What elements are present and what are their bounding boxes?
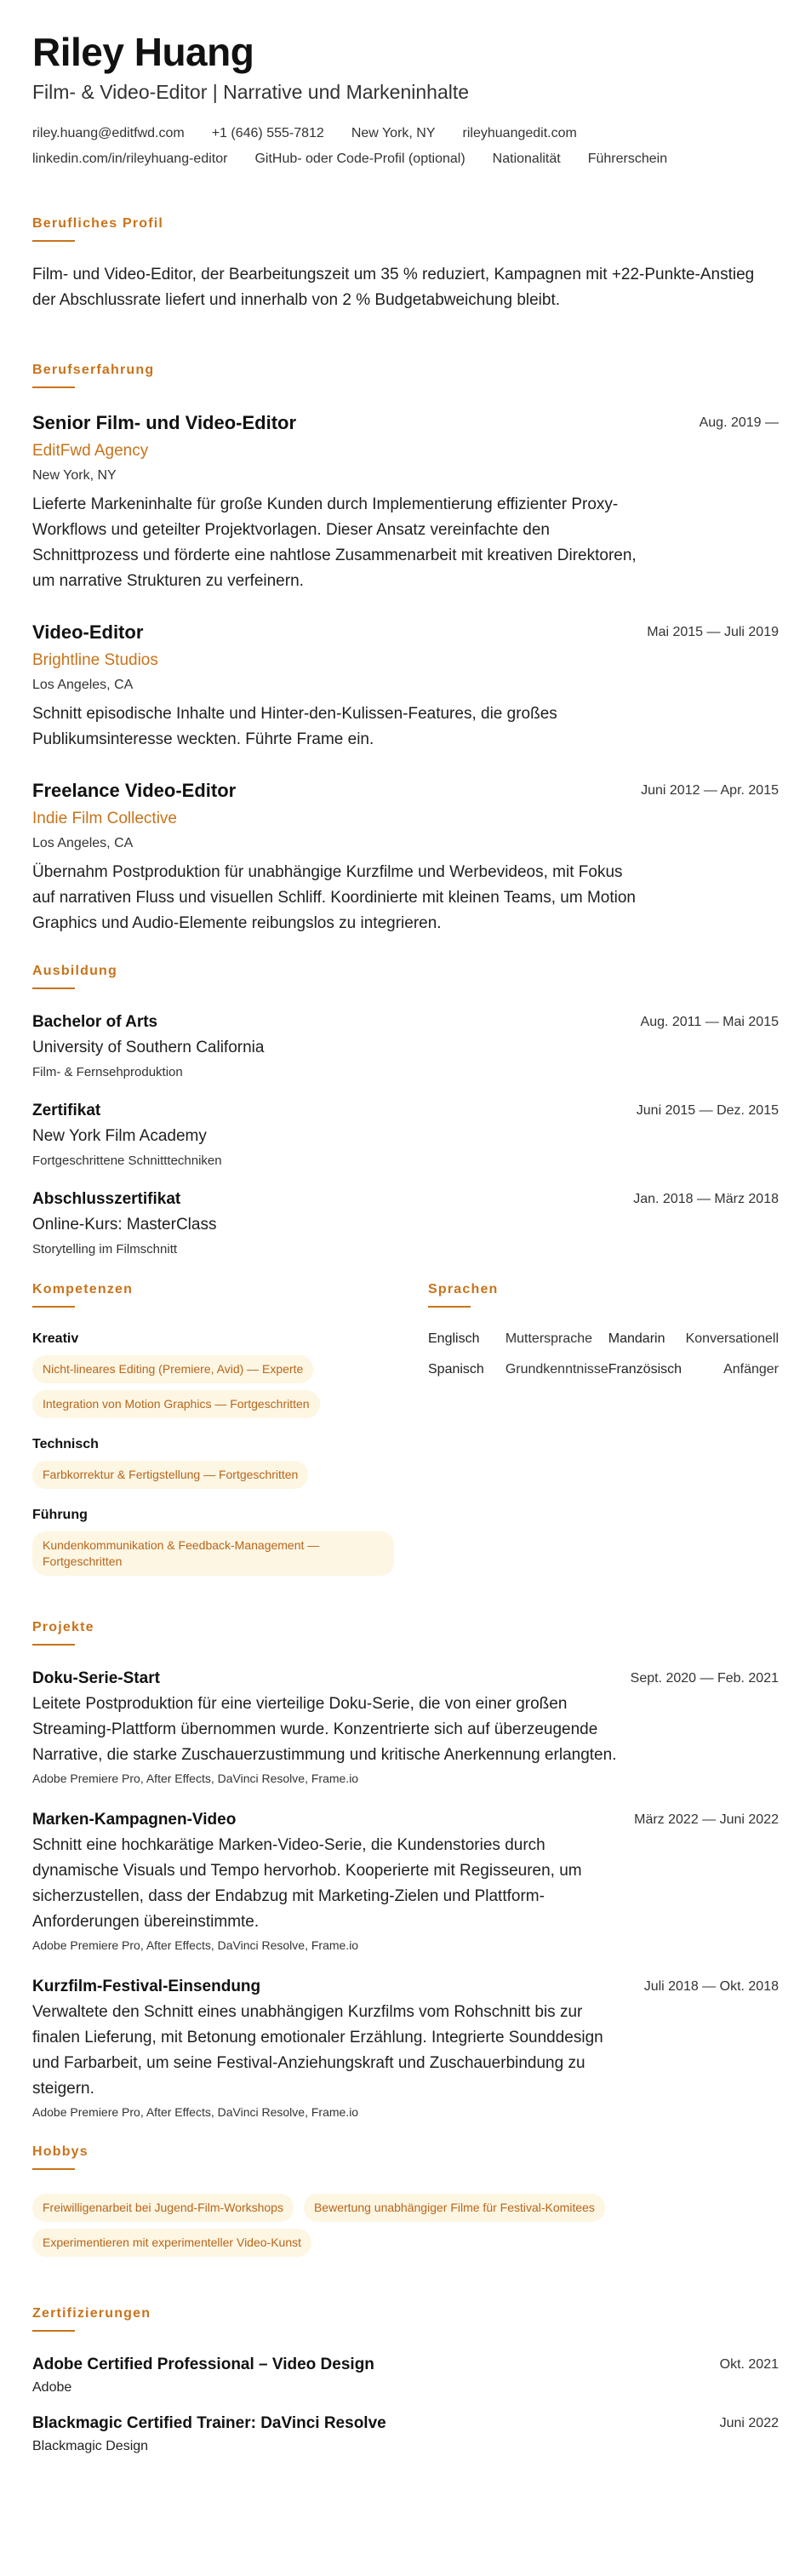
contact-phone[interactable]: +1 (646) 555-7812 [211, 125, 324, 140]
skill-tags [32, 1355, 394, 1418]
hobby-tag: Experimentieren mit experimenteller Video-Kunst [32, 2229, 311, 2257]
skill-group-name: Kreativ [32, 1331, 79, 1346]
project-description: Verwaltete den Schnitt eines unabhängigen Kurzfilms vom Rohschnitt bis zur finalen Lieferung, mit Betonung emotionaler Erzählung. Integrierte Sounddesign und Farbarbeit, um seine Festival-Anziehungskraft und Zuschauerbindung zu steigern. [32, 2002, 603, 2098]
education-entry [32, 1102, 779, 1168]
experience-section [32, 363, 779, 936]
contact-github[interactable]: GitHub- oder Code-Profil (optional) [254, 151, 465, 166]
job-company: EditFwd Agency [32, 441, 149, 460]
language-level: Grundkenntnisse [505, 1361, 608, 1377]
job-entry [32, 621, 779, 753]
project-date: März 2022 — Juni 2022 [634, 1812, 779, 1827]
language-name: Englisch [428, 1331, 480, 1346]
project-tools: Adobe Premiere Pro, After Effects, DaVinci Resolve, Frame.io [32, 1938, 359, 1952]
section-divider [32, 2168, 75, 2170]
section-title: Berufliches Profil [32, 215, 164, 231]
job-title: Video-Editor [32, 621, 144, 643]
certifications-section [32, 2306, 779, 2454]
hobby-tags [32, 2194, 779, 2257]
project-title: Doku-Serie-Start [32, 1669, 160, 1687]
skill-tag: Nicht-lineares Editing (Premiere, Avid) — Experte [32, 1355, 313, 1383]
skill-group-name: Technisch [32, 1436, 99, 1451]
cert-date: Okt. 2021 [719, 2356, 779, 2372]
edu-school: Online-Kurs: MasterClass [32, 1215, 217, 1234]
education-section [32, 964, 779, 1257]
job-company: Brightline Studios [32, 650, 158, 669]
education-entry [32, 1013, 779, 1079]
education-entry [32, 1190, 779, 1257]
job-entry [32, 780, 779, 936]
project-entry [32, 1811, 779, 1952]
edu-date: Juni 2015 — Dez. 2015 [636, 1102, 779, 1118]
contact-location: New York, NY [351, 125, 436, 140]
section-title: Berufserfahrung [32, 362, 155, 377]
job-location: Los Angeles, CA [32, 677, 134, 692]
skills-section [32, 1282, 394, 1594]
contact-nationality: Nationalität [492, 151, 561, 166]
cert-issuer: Blackmagic Design [32, 2438, 149, 2453]
job-company: Indie Film Collective [32, 809, 177, 827]
section-divider [32, 1644, 75, 1646]
section-title: Kompetenzen [32, 1281, 134, 1297]
edu-school: New York Film Academy [32, 1126, 207, 1145]
edu-field: Film- & Fernsehproduktion [32, 1064, 183, 1079]
hobby-tag: Freiwilligenarbeit bei Jugend-Film-Workshops [32, 2194, 294, 2222]
profile-text: Film- und Video-Editor, der Bearbeitungszeit um 35 % reduziert, Kampagnen mit +22-Punkte-Anstieg der Abschlussrate liefert und innerhalb von 2 % Budgetabweichung bleibt. [32, 265, 755, 309]
job-date: Aug. 2019 — [699, 415, 779, 430]
job-description: Übernahm Postproduktion für unabhängige Kurzfilme und Werbevideos, mit Fokus auf narrativen Fluss und visuellen Schliff. Koordinierte mit kleinen Teams, um Motion Graphics und Audio-Elemente reibungslos zu integrieren. [32, 862, 636, 932]
contact-website[interactable]: rileyhuangedit.com [462, 125, 577, 140]
certification-entry [32, 2414, 779, 2454]
skill-tag: Farbkorrektur & Fertigstellung — Fortgeschritten [32, 1461, 308, 1489]
person-name: Riley Huang [32, 30, 254, 74]
cert-date: Juni 2022 [719, 2415, 779, 2430]
project-entry [32, 1978, 779, 2119]
job-description: Schnitt episodische Inhalte und Hinter-den-Kulissen-Features, die großes Publikumsinteresse weckten. Führte Frame ein. [32, 704, 557, 748]
language-level: Muttersprache [505, 1331, 593, 1346]
headline: Film- & Video-Editor | Narrative und Markeninhalte [32, 80, 470, 103]
contact-linkedin[interactable]: linkedin.com/in/rileyhuang-editor [32, 151, 228, 166]
edu-school: University of Southern California [32, 1038, 265, 1056]
section-divider [32, 386, 75, 388]
language-name: Spanisch [428, 1361, 484, 1377]
job-date: Juni 2012 — Apr. 2015 [641, 782, 779, 798]
project-title: Marken-Kampagnen-Video [32, 1810, 237, 1829]
skill-tags [32, 1531, 394, 1576]
section-divider [32, 1306, 75, 1308]
language-level: Konversationell [685, 1331, 779, 1346]
section-title: Hobbys [32, 2144, 89, 2159]
languages-section [428, 1282, 779, 1594]
profile-section [32, 216, 779, 313]
skill-group [32, 1331, 394, 1418]
skill-tag: Kundenkommunikation & Feedback-Management — Fortgeschritten [32, 1531, 394, 1576]
section-title: Ausbildung [32, 963, 117, 978]
cert-name: Adobe Certified Professional – Video Design [32, 2355, 374, 2373]
skill-tags [32, 1461, 394, 1489]
edu-field: Storytelling im Filmschnitt [32, 1241, 178, 1257]
project-title: Kurzfilm-Festival-Einsendung [32, 1977, 261, 1995]
skill-tag: Integration von Motion Graphics — Fortgeschritten [32, 1390, 320, 1418]
projects-section [32, 1620, 779, 2119]
project-description: Leitete Postproduktion für eine vierteilige Doku-Serie, die von einer großen Streaming-Plattform übernommen wurde. Konzentrierte sich auf überzeugende Narrative, die starke Zuschauerzustimmung und kritische Anerkennung erlangten. [32, 1694, 617, 1764]
cert-issuer: Adobe [32, 2379, 72, 2395]
job-entry [32, 412, 779, 594]
section-divider [32, 987, 75, 989]
skills-languages-row [32, 1282, 779, 1594]
edu-degree: Abschlusszertifikat [32, 1189, 181, 1208]
resume-header [32, 31, 779, 167]
project-description: Schnitt eine hochkarätige Marken-Video-Serie, die Kundenstories durch dynamische Visuals und Tempo hervorhob. Kooperierte mit Regisseuren, um sicherzustellen, dass der Endabzug mit Marketing-Zielen und Plattform-Anforderungen übereinstimmte. [32, 1835, 582, 1931]
edu-date: Jan. 2018 — März 2018 [633, 1191, 779, 1206]
job-date: Mai 2015 — Juli 2019 [647, 624, 779, 639]
contact-license: Führerschein [587, 151, 668, 166]
job-location: New York, NY [32, 467, 117, 483]
skill-group [32, 1508, 394, 1576]
section-title: Projekte [32, 1619, 94, 1634]
language-name: Französisch [608, 1361, 682, 1377]
job-description: Lieferte Markeninhalte für große Kunden durch Implementierung effizienter Proxy-Workflows und geteilter Projektvorlagen. Dieser Ansatz vereinfachte den Schnittprozess und förderte eine nahtlose Zusammenarbeit mit kreativen Direktoren, um narrative Strukturen zu verfeinern. [32, 495, 637, 590]
hobby-tag: Bewertung unabhängiger Filme für Festival-Komitees [304, 2194, 605, 2222]
project-tools: Adobe Premiere Pro, After Effects, DaVinci Resolve, Frame.io [32, 1771, 359, 1785]
skill-group [32, 1437, 394, 1489]
language-name: Mandarin [608, 1331, 665, 1346]
project-date: Juli 2018 — Okt. 2018 [643, 1978, 779, 1994]
hobbies-section [32, 2144, 779, 2257]
edu-date: Aug. 2011 — Mai 2015 [640, 1014, 779, 1029]
language-level: Anfänger [723, 1361, 779, 1377]
section-divider [428, 1306, 471, 1308]
project-tools: Adobe Premiere Pro, After Effects, DaVinci Resolve, Frame.io [32, 2104, 359, 2119]
contact-email[interactable]: riley.huang@editfwd.com [32, 125, 185, 140]
section-title: Sprachen [428, 1281, 499, 1297]
job-title: Freelance Video-Editor [32, 779, 237, 801]
edu-field: Fortgeschrittene Schnitttechniken [32, 1153, 222, 1168]
certification-entry [32, 2356, 779, 2396]
contact-list [32, 126, 779, 167]
project-date: Sept. 2020 — Feb. 2021 [630, 1670, 779, 1686]
skill-group-name: Führung [32, 1507, 88, 1522]
language-list [428, 1331, 779, 1377]
section-divider [32, 240, 75, 242]
job-location: Los Angeles, CA [32, 835, 134, 850]
section-divider [32, 2330, 75, 2332]
cert-name: Blackmagic Certified Trainer: DaVinci Resolve [32, 2413, 386, 2432]
edu-degree: Bachelor of Arts [32, 1012, 158, 1031]
section-title: Zertifizierungen [32, 2305, 151, 2321]
edu-degree: Zertifikat [32, 1101, 101, 1119]
job-title: Senior Film- und Video-Editor [32, 411, 297, 433]
project-entry [32, 1669, 779, 1785]
